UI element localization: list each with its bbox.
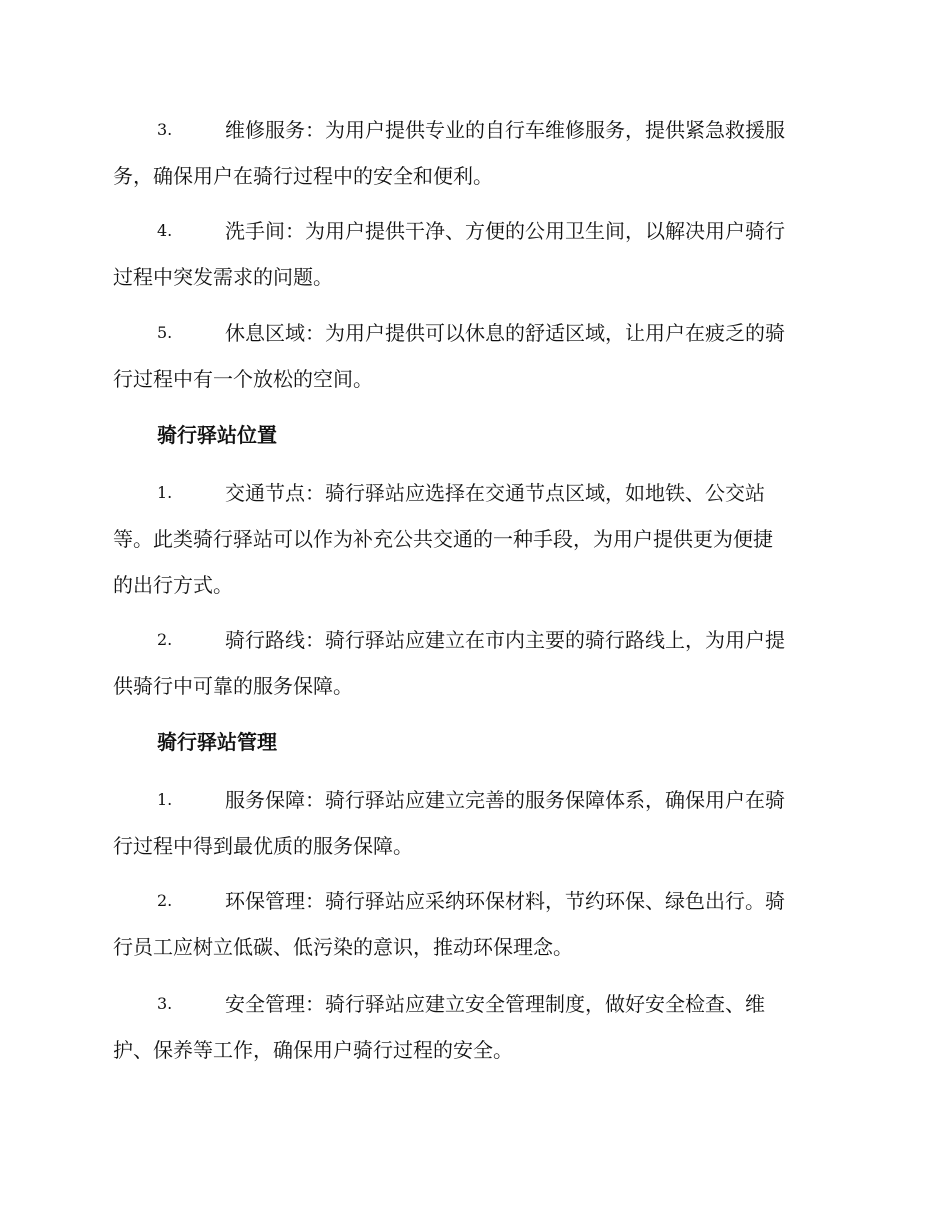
list-item-text: 交通节点：骑行驿站应选择在交通节点区域，如地铁、公交站 (225, 481, 765, 505)
list-item-safety-management (113, 981, 835, 1073)
list-item-cycling-route (113, 617, 835, 709)
list-item-text: 务，确保用户在骑行过程中的安全和便利。 (113, 164, 493, 188)
list-item-number: 4. (157, 221, 173, 240)
list-item-maintenance-service (113, 107, 835, 199)
list-item-restroom (113, 208, 835, 300)
list-item-text: 维修服务：为用户提供专业的自行车维修服务，提供紧急救援服 (225, 118, 785, 142)
list-item-first-line (113, 107, 835, 153)
list-item-text: 行过程中有一个放松的空间。 (113, 367, 373, 391)
list-item-number: 2. (157, 891, 173, 910)
list-item-text: 服务保障：骑行驿站应建立完善的服务保障体系，确保用户在骑 (225, 788, 785, 812)
list-item-service-guarantee (113, 777, 835, 869)
list-item-environmental-management (113, 878, 835, 970)
list-item-text: 供骑行中可靠的服务保障。 (113, 674, 353, 698)
list-item-text: 行过程中得到最优质的服务保障。 (113, 834, 413, 858)
list-item-text: 的出行方式。 (113, 573, 233, 597)
section-heading-management: 骑行驿站管理 (157, 730, 277, 754)
list-item-number: 5. (157, 323, 173, 342)
list-item-text: 环保管理：骑行驿站应采纳环保材料，节约环保、绿色出行。骑 (225, 889, 785, 913)
list-item-text: 过程中突发需求的问题。 (113, 265, 333, 289)
list-item-number: 2. (157, 630, 173, 649)
list-item-traffic-node (113, 470, 835, 608)
list-item-first-line (113, 617, 835, 663)
list-item-first-line (113, 777, 835, 823)
list-item-text: 骑行路线：骑行驿站应建立在市内主要的骑行路线上，为用户提 (225, 628, 785, 652)
list-item-text: 等。此类骑行驿站可以作为补充公共交通的一种手段，为用户提供更为便捷 (113, 527, 773, 551)
list-item-first-line (113, 470, 835, 516)
list-item-text: 洗手间：为用户提供干净、方便的公用卫生间，以解决用户骑行 (225, 219, 785, 243)
list-item-number: 3. (157, 120, 173, 139)
list-item-text: 行员工应树立低碳、低污染的意识，推动环保理念。 (113, 935, 573, 959)
section-heading-location: 骑行驿站位置 (157, 423, 277, 447)
list-item-number: 1. (157, 790, 173, 809)
list-item-rest-area (113, 310, 835, 402)
list-item-text: 休息区域：为用户提供可以休息的舒适区域，让用户在疲乏的骑 (225, 321, 785, 345)
list-item-number: 1. (157, 483, 173, 502)
list-item-number: 3. (157, 994, 173, 1013)
list-item-first-line (113, 878, 835, 924)
list-item-first-line (113, 981, 835, 1027)
list-item-first-line (113, 310, 835, 356)
list-item-text: 安全管理：骑行驿站应建立安全管理制度，做好安全检查、维 (225, 992, 765, 1016)
list-item-text: 护、保养等工作，确保用户骑行过程的安全。 (113, 1038, 513, 1062)
list-item-first-line (113, 208, 835, 254)
